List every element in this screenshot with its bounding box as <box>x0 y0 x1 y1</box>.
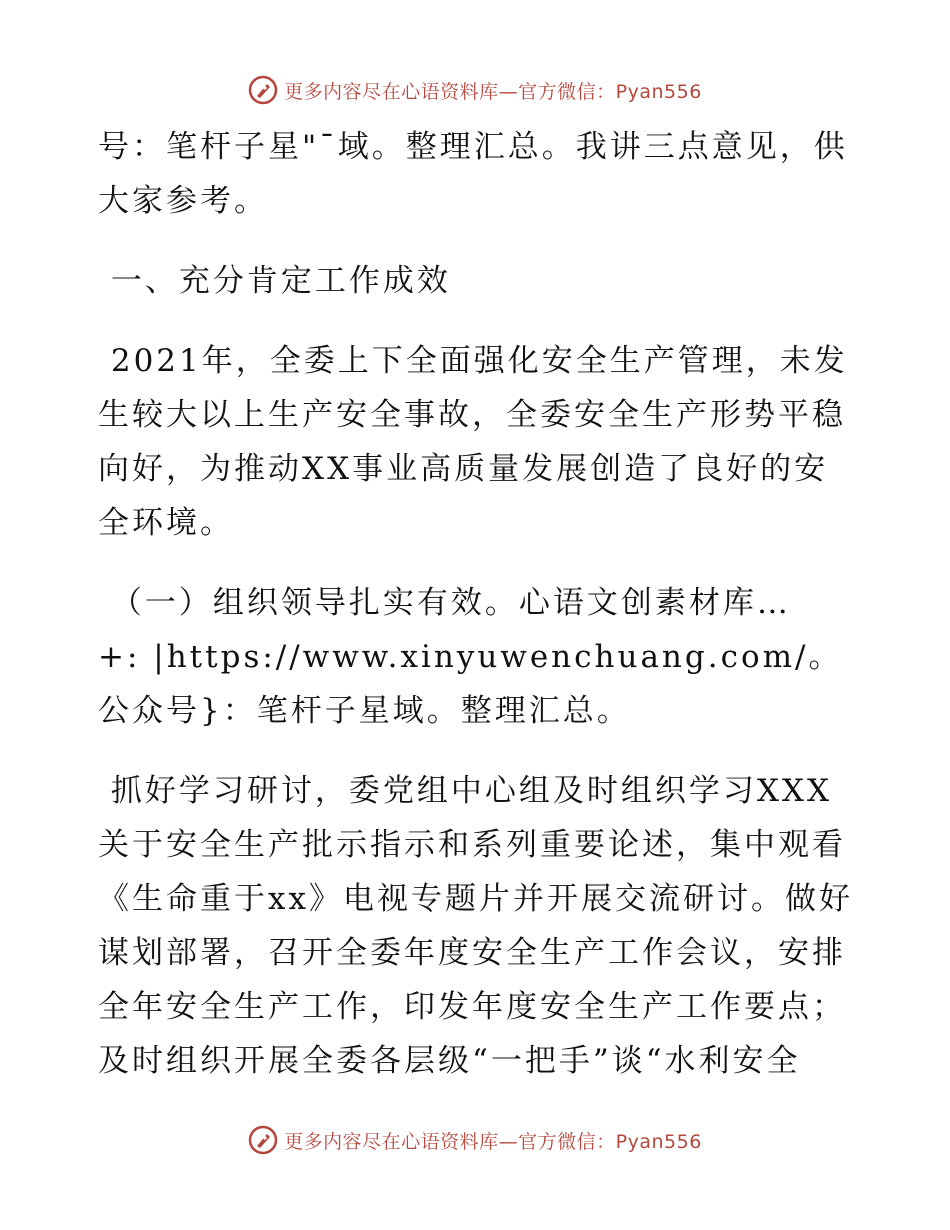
section-heading: 一、充分肯定工作成效 <box>98 263 451 299</box>
pen-nib-logo-icon <box>248 1125 278 1155</box>
banner-text: 更多内容尽在心语资料库—官方微信：Pyan556 <box>284 1130 702 1153</box>
paragraph-summary: 2021年，全委上下全面强化安全生产管理，未发生较大以上生产安全事故，全委安全生产形势平稳向好，为推动XX事业高质量发展创造了良好的安全环境。 <box>98 343 848 541</box>
subsection-heading: （一）组织领导扎实有效。心语文创素材库… +: |https://www.xinyuwenchuang.com/。公众号}：笔杆子星域。整理汇总。 <box>98 585 843 729</box>
banner-text: 更多内容尽在心语资料库—官方微信：Pyan556 <box>284 80 702 103</box>
header-banner <box>0 70 950 110</box>
footer-banner <box>0 1120 950 1160</box>
banner-wechat-id: Pyan556 <box>615 1130 702 1153</box>
banner-wechat-id: Pyan556 <box>615 80 702 103</box>
document-body <box>98 120 858 1088</box>
pen-nib-logo-icon <box>248 75 278 105</box>
paragraph-detail: 抓好学习研讨，委党组中心组及时组织学习XXX 关于安全生产批示指示和系列重要论述，集中观看《生命重于xx》电视专题片并开展交流研讨。做好谋划部署，召开全委年度安全生产工作会议，安排全年安全生产工作，印发年度安全生产工作要点；及时组织开展全委各层级“一把手”谈“水利安全 <box>98 773 853 1079</box>
paragraph-intro: 号：笔杆子星"¯域。整理汇总。我讲三点意见，供大家参考。 <box>98 129 848 219</box>
